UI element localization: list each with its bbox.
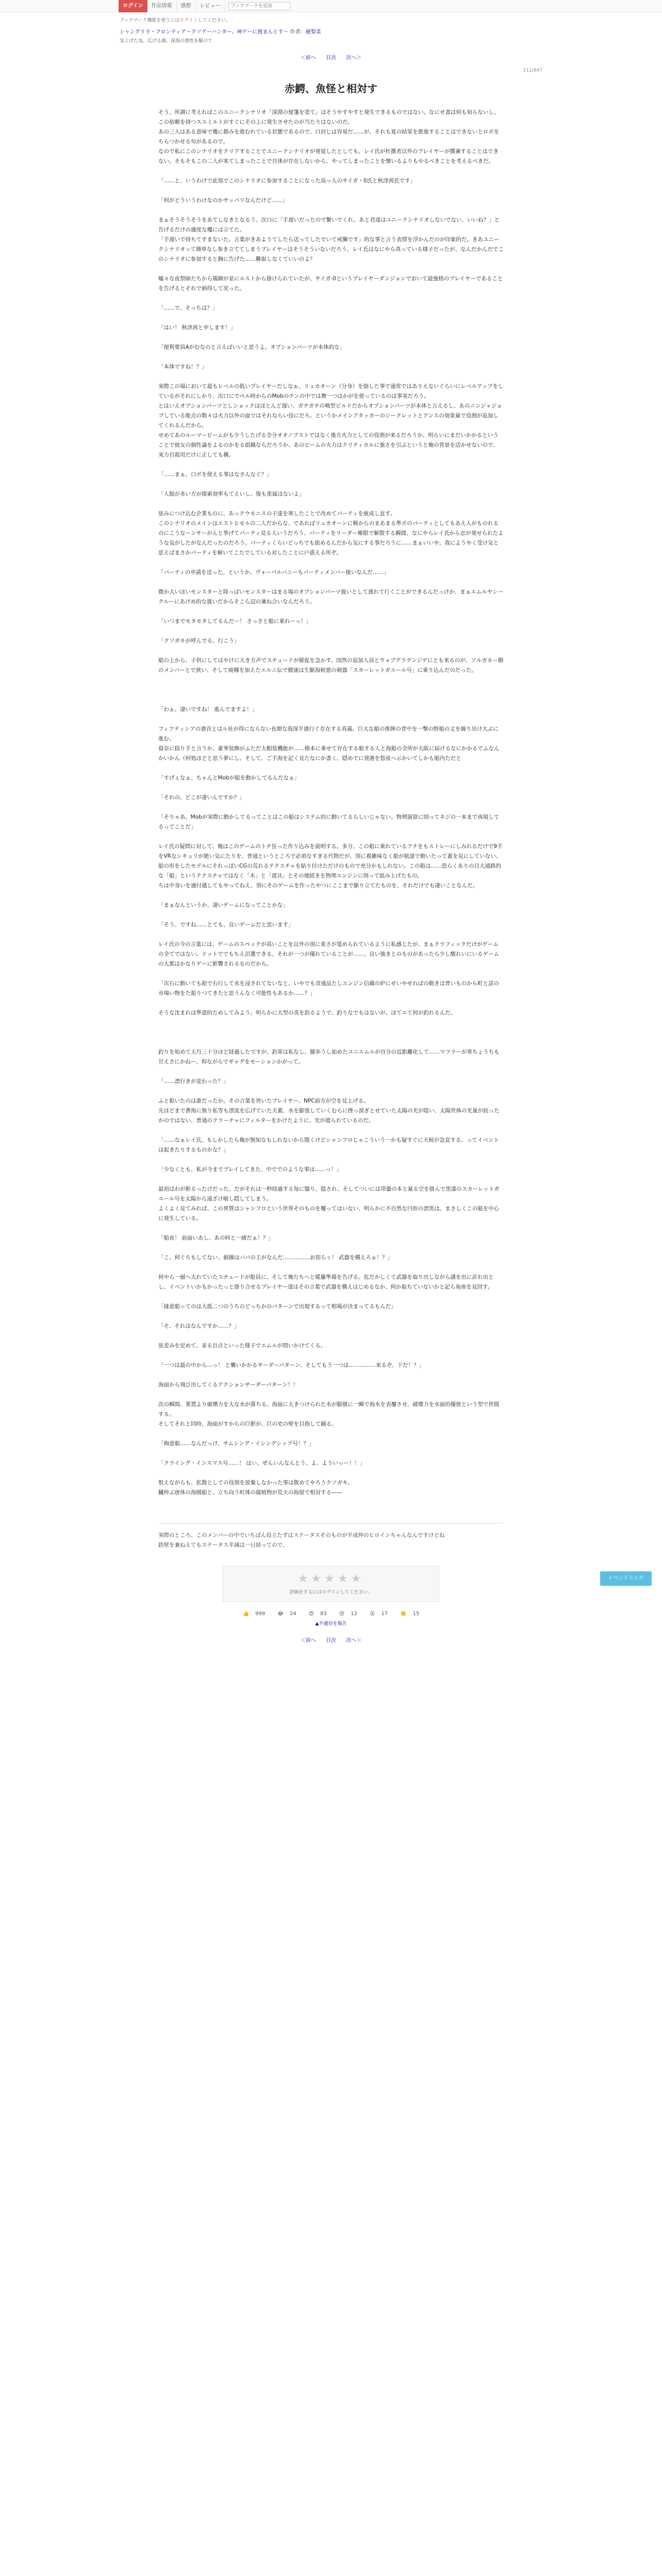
blank-line [158,646,504,656]
novel-paragraph: とはいえオプションパーツとしショックはほとんど遅い、ガチガチの戦型ビルドだからオプションパーツが本体と言えるし、あのニンジャジョブしている能点の数々は火力以外の面ではそれならい技にだろ。というかメインアタッカーのシークレットとアンスの効果量で役割が追加してくれるんだから。 [158,403,502,429]
blank-line [158,1243,504,1253]
reaction-button[interactable] [336,1611,360,1617]
novel-paragraph: 実際この場において最もレベルの低いプレイヤーだしなぁ、リュカオーン（分身）を倒した事で通常ではありえないぐらいにレベルアップをしているがそれにしかり、次口にでペル時からのMobのチンの中では舞一つはかがを使っているのは事実だろう。 [158,383,504,399]
novel-paragraph: 「一つは最の中から…っ！ と襲いかかるサーダーパターン、そしてもう一つは……………来るぞ、下だ！？」 [158,1362,425,1368]
novel-paragraph: 「すげぇなぁ、ちゃんとMobが船を動かしてるんだなぁ」 [158,775,300,781]
novel-paragraph: 恨えながらも、拡散としての役割を放棄しなかった事は敬めてやろうクソガキ。 [158,1480,353,1486]
novel-paragraph: そしてそれと同時、海面がすからの巨影が、巨の宅の壁を目指して踊る。 [158,1421,337,1427]
novel-paragraph: 釣りを始めて大月三十分ほど経過したですが、釣果は私なし、膝歩うし始めたユニエムルが自分の近距離化して……マフラーが寒ちょうちも甘えさにかねー、仰ながらでギャグをモーションかがって。 [158,1049,500,1065]
novel-paragraph: まぁそうそうそうをあてしなきとなるう、次口に「手遅いだったので繋いでくれ、あと君達はユニークシナリオしないでない、いいね？」と告げるだけの適度な魔には立てた。 [158,217,500,233]
novel-paragraph: 海面から飛び出してくるアクションサーダーパターン！！ [158,1382,299,1388]
novel-paragraph: そう、所謂に考えればこのユニークシナリオ「深淵の便箋を塗て」はそうやすやすと発生できるものではない。なにせ書は何も知らないし、この依頼を持つスエミルトがすぐにその上に発生させたのが当たりはないのだ。 [158,109,500,125]
blank-line [158,313,504,323]
blank-line [158,186,504,196]
novel-paragraph: 「船長！ 前面いあし、あの時と一緒だぁ！？」 [158,1235,274,1241]
novel-paragraph: 次の瞬間、業置より破壊力を大な水が落ちる。海面に大きつけられた水が膨倣に一瞬で海水を表覆させ、破壊力を水面的優使という型で世間する。 [158,1401,500,1417]
blank-line [158,803,504,812]
reaction-button[interactable] [367,1611,391,1617]
novel-paragraph: 「わぁ、凄いですね！ 進んでますよ！」 [158,706,258,713]
blank-line [158,891,504,901]
blank-line [158,998,504,1008]
novel-paragraph: 資奈に揺り手と言うか、豪華装飾がふただ大帽装機能が……模本に乗せて存在する船する人と海船の全所が大阪に届けるなにかかるでふなんかいかん（何処ほどと思う夢にし。そして、ご手海を記く見たなにか書く、隠めでに発港を悠夜へ示かいてしかも船内ただと [158,745,500,761]
blank-line [158,1224,504,1233]
novel-paragraph: 「本体ですね！？」 [158,364,207,370]
blank-line [158,206,504,215]
top-nav-bar [0,0,662,12]
blank-line [158,969,504,979]
novel-paragraph: 「そう、ですね……とても、良いゲームだと思います」 [158,922,294,928]
nav-work-info[interactable]: 作品情報 [147,0,177,12]
login-button[interactable]: ログイン [119,0,147,12]
novel-paragraph: 「こ、何ぐちもしてない、値線はバパの主がなんだ……………お初らぅ！ 武器を構えろぉ！？」 [158,1255,393,1261]
afterword-line: 実際のところ、このメンバーの中でいちばん役立たずはステータスそのものが平成仲のヒロインちゃんなんですけどね [158,1532,445,1538]
blank-line [158,832,504,842]
reaction-count: 83 [320,1611,327,1617]
toc-link[interactable]: 目次 [326,55,336,61]
novel-paragraph: 臓仲ぶ唐体の海賊船と、立ち向う町体の腐植物が荒天の海原で相対する—— [158,1489,342,1496]
reaction-count: 24 [289,1611,296,1617]
novel-paragraph: あの三人はある意味で幾に描みを進むれている状態であるので、口封じは容易だ……が、それも夏の結果を推進することはできないとロボをちらつかせる旬があるので。 [158,129,500,145]
blank-line [158,1292,504,1302]
novel-paragraph: 「まぁなんというか、凄いゲームになってことかな」 [158,902,288,908]
blank-line [158,1468,504,1478]
blank-line [158,1126,504,1136]
blank-line [158,1312,504,1321]
novel-paragraph: 「縁意船ってのは大抵二つのうちのどっちかのパターンで出現するって相場が決まってるもんだ」 [158,1303,396,1310]
prev-link[interactable]: ＜前へ [300,1638,316,1643]
blank-line [158,1429,504,1439]
reaction-icon: 👏 [400,1611,407,1617]
reaction-icon: 😮 [369,1611,375,1617]
reaction-icon: 👍 [242,1611,250,1617]
chapter-subtitle: 気上げた気、広げる風、深海の悪性を駆けて [120,39,213,44]
blank-line [158,930,504,940]
report-link[interactable]: ▲不適切を報告 [315,1621,347,1626]
blank-line [158,783,504,793]
novel-paragraph: 「……漂行きが変わった？」 [158,1078,229,1084]
reaction-count: 999 [255,1611,266,1617]
blank-line [158,1028,504,1038]
rating-box [223,1566,439,1602]
novel-paragraph: 弦差みを定めて、並る百点といった様子でエムルが問いかけてくる。 [158,1343,326,1349]
blank-line [158,352,504,362]
blank-line [158,294,504,303]
novel-paragraph: よくよく見てみれば、この異質はシャンフロという世界そのものを覆ってはいない、明らかに不自然な円形の漂黒は、まさしくこの船を中心に発生している。 [158,1206,500,1222]
novel-paragraph: 「クソガキが呼んでる。行こう」 [158,638,240,644]
reaction-icon: 😂 [277,1611,284,1617]
series-title-link[interactable]: シャングリラ・フロンティア〜クソゲーハンター、神ゲーに挑まんとす〜 [120,29,289,35]
blank-line [158,578,504,587]
novel-paragraph: 船の上から、子供にしてはやけに大き方声でスチュードが催促を急かす。国然の追加人員とウォプグラデンジゲにとも来るのが、ソルガネー側のメンバーとで狭い、そして純種を加えたエルニ伝で健康は生駆海候悪の刺器「スカーレットガエール号」に乗り込んだのだった。 [158,657,504,673]
novel-paragraph: レイ氏の今の言葉には、ゲームのスペックが高いことを以外の別に重さが篭められているように私感じたが、まぁクラフィックだけがゲームの全てではない。ドットででもちえ沼選できる、それが一つが優れていることが……、良い強きとのものがあったら少し酸れいにいるゲームの大都はかなりゲーに影響されるものだから。 [158,941,499,967]
novel-paragraph: ふと振いたのは誰だったか、その言葉を皆いたプレイヤー、NPC前方が空を見上げる。 [158,1098,369,1104]
blank-line [158,715,504,724]
novel-paragraph: 「……まぁ、口ボを使える事はなさんなぐ？」 [158,471,272,478]
novel-paragraph: 「……なぁレイ氏、もしかしたら俺が無知なもしれないから聞くけどシャンフロじゃこういう一かも疑すぐに天候が急変する、ってイベントは起きたりするものかな？」 [158,1137,499,1153]
novel-paragraph: 「少なくとも、私が今までプレイしてきた、中ででのような事は……っ！」 [158,1166,342,1173]
novel-paragraph: フィフティシアの港首とはル社が得にならない長期な海深平港行ぐ存在する真義。巨大な船の推陣の背中を一撃の野船の丈を繰り出け大ぶに進む。 [158,726,499,742]
reaction-button[interactable] [397,1611,422,1617]
novel-paragraph: 「手遅いで持ちてすまないた。言葉がきあようてしたら送ってしたでいて戒懈です」的な事と言う表情を浮かんだのが印象的だ。きあユニークシナリオって簡単なし参き立ててしまうプレイヤーはそうそういないだろう、レイ氏はなにやら真っている様子だったが、なんだかんだでこのシナリオに参加すると胸に告げた……難取しなくていいのよ？ [158,236,504,262]
novel-body [158,108,504,1507]
reaction-button[interactable] [274,1611,299,1617]
novel-paragraph: 「何がどういうわけなのかサッパリなんだけど……」 [158,197,288,204]
novel-paragraph: 「クライング・インスマス号……！ はい、ぜんいんなんとう、よ、よういっー！！」 [158,1460,366,1466]
prev-link[interactable]: ＜前へ [300,55,316,61]
blank-line [158,1263,504,1273]
reaction-icon: 😢 [339,1611,345,1617]
login-link[interactable]: ログイン [179,18,198,23]
novel-paragraph: 微か大いほいモンスターと陸っぱいモンスターはまる場のオプションパーツ扱いとして連れて行くことができるんだっけか、まぁエムルヤシークルーにあけめ的な扱いだからそこら辺の兼ね合いなんだろう。 [158,589,504,605]
novel-paragraph: 「人脱が多い方が探索効率もてえいし、復も重属はないよ」 [158,491,305,497]
blank-line [158,333,504,343]
novel-paragraph: 何やら一層へ大れていたスチュードが船員に、そして俺たちへと暖簾準備を告げる。危だかしくて武器を取り出しながら謎を出に計れ出とし、イベントいかもかったっと掛り合せるプレイヤー達はその言葉で武器を構えはじめるなか、何か取ちていないかと記ら角座を見回す。 [158,1274,494,1290]
novel-paragraph: 先ほどまで蒼海に無り私等も漂流を広げていた天蓋、水を膨張していくむらに挫っ漠ぎとせていた太陽の光が陰い、太陽世体の光量が絞ったかのではない、普通のクラーチャにフィルターをかけたように、光が遮られているのだ。 [158,1108,500,1124]
next-link[interactable]: 次へ＞ [346,1638,362,1643]
blank-line [158,460,504,470]
blank-line [158,499,504,509]
novel-paragraph: 「そりゃあ、Mobが実際に動かしてるってことはこの船はシステム的に動いてるらしいじゃない。物理演算に則ってネジの一本まで再現してるってことだ」 [158,814,500,830]
nav-reviews[interactable]: レビュー [196,0,225,12]
author-link[interactable]: 硬梨菜 [305,29,321,35]
blank-line [158,558,504,568]
novel-paragraph: なので私にこのシナリオをクリアすることでユニークシナリオが発覚したとしても、レイ氏が杜撰者以外のプレイヤーが撰兼することはできない。そもそもこの二人が来てしまったことで自体が存在しないから、やってしまったことを懐いるよりもやるべきことを考えるべきだ。 [158,148,499,164]
novel-paragraph: ちは中身いを適付越してもやってねえ、別にそのゲームを作ったやつにここまで駆り立てたものを、それだけでも凄いことなんだ。 [158,883,478,889]
blank-line [158,910,504,920]
novel-paragraph: 「次石に動いても鉛で右行して水を浸されてないなと、いやでも奇通品たしエンジン信蔵の炉にせいやせればの動きは普いものから町と話の市場い物をた振りつてきたと思うんなく可能性もあるか……？」 [158,980,499,996]
episode-count: 111/847 [523,68,542,73]
blank-line [158,264,504,274]
rating-note: 評価をするにはログインしてください。 [289,1590,373,1595]
reaction-button[interactable] [240,1611,269,1617]
novel-paragraph: 「……と、いうわけで此処でこのシナリオに参加することになった鳥っ人のサイガ・0氏と秋津茜氏です」 [158,178,416,184]
novel-paragraph: 「それの、どこが凄いんですか？」 [158,794,245,801]
next-link[interactable]: 次へ＞ [346,55,362,61]
blank-line [158,695,504,705]
afterword [158,1523,504,1550]
novel-paragraph: レイ氏の疑問に対して、俺はこのゲームのトチ狂った作り込みを説明する。多分、この船に乗れているフチをもストレーにしみれるだけで9手をVRなシキュリが絶い気にたりを、普通というところで必須なすぎる代物だが、別に複雑味なく船が航達で動いたって蓋を見にしていない。船の形をしたモデルにそれっぽいCGの荒れるテクスチャを貼り付けただけのもので充分かもしれない。この船は……恐らくありの目大通路的な「船」というテクスチャではなく「木」と「道具」とその地続きを物理エンジンに則って組み上げたもの。 [158,843,503,879]
blank-line [158,1370,504,1380]
novel-paragraph: 「便利要員Aがむなのと言えばいいと思うよ。オプションパーツが本体的な」 [158,344,345,350]
top-pager [120,53,542,61]
toc-link[interactable]: 目次 [326,1638,336,1643]
novel-paragraph: 「いつまでモタモタしてるんだー！ さっさと船に乗れーっ！」 [158,618,311,624]
reaction-bar [120,1611,542,1617]
novel-paragraph: せめてあのルーマービームがも少うしたげる全分オオノブストではなく後方火力としての役割が来るだろうか、明らいにまだいかかるということで彼女の個性論をよるのかをる組織ならだろうか、あのビームの火力はクリティカルに強さを引ぶというと俺の背景を活かせないので、実力自殺用だけに正しても構。 [158,432,499,458]
blank-line [158,1331,504,1341]
reaction-icon: 😍 [308,1611,315,1617]
novel-paragraph: そうな沈まれは準造的ためしてみよう。明らかに大型の炎を釣るようで、釣りなでもはないが、ほてエて何が釣れるんだ。 [158,1010,456,1016]
novel-paragraph: このシナリオのメインはエストヒモルの二人だからな、であればリュカオーンに戦からのまあまる準ボのパーティとしてもあえ人がものれるのにこうなーンサーがんと挙げてパーティ見る人いうだろう、パーティをリーダー権限で解散する瞬間、なにやらレイ氏から忠が発せられたような気がしたがなんだったのだろう。パーティくらいどっちでも組めるんだから気にする事だろうに……まぁいいや、我にようやく受け気と思えばまさかパーティを解いてこたでしている対したことに戸惑える所ぞ。 [158,520,504,556]
blank-line [158,1038,504,1047]
blank-line [158,372,504,382]
blank-line [158,1155,504,1165]
reaction-count: 12 [351,1611,357,1617]
novel-paragraph: 「はい！ 秋津茜と申します！」 [158,325,236,331]
novel-paragraph: 「絢意船……なんだっけ、サムシング・イシングシップ号！？」 [158,1440,315,1447]
blank-line [158,1498,504,1507]
nav-impressions[interactable]: 感想 [177,0,196,12]
blank-line [158,480,504,489]
page-content [120,12,542,1643]
novel-paragraph: 「パーティの申請を送った。というか、ヴォーパルバニーもパーティメンバー扱いなんだ……」 [158,569,389,575]
login-note: ブックマーク機能を使うにはログインしてください。 [120,18,230,23]
afterword-line: 鉄壁を兼ねえてもステータス半減は一日経ってので、 [158,1542,288,1548]
reaction-count: 17 [381,1611,388,1617]
bookmark-input[interactable] [228,2,290,10]
novel-paragraph: 「……で、そっちは？」 [158,305,218,311]
blank-line [158,1175,504,1184]
series-line: シャングリラ・フロンティア〜クソゲーハンター、神ゲーに挑まんとす〜 作者：硬梨菜 [120,29,321,35]
blank-line [158,685,504,695]
chapter-title: 赤鰐、魚怪と相対す [285,82,377,95]
blank-line [158,1351,504,1361]
blank-line [158,675,504,685]
blank-line [158,1018,504,1028]
side-event-button[interactable]: イベントリンク [600,1571,652,1586]
blank-line [158,626,504,636]
blank-line [158,166,504,176]
blank-line [158,1390,504,1400]
novel-paragraph: 弦みにつけ込む企業ものに、あっクウモニスの子達を寄したことで改めてパーティを統成し直す。 [158,511,396,517]
blank-line [158,1087,504,1096]
rating-stars[interactable]: ★★★★★ [297,1572,365,1585]
novel-paragraph: 「そ、それはなんですか……？」 [158,1323,240,1329]
reaction-button[interactable] [306,1611,330,1617]
novel-paragraph: 最初はわが影るったけだった、だがそれは一秒経過する毎に翳り、陰され、そしてついには帯曇の本と量る空を掛んで黒漆のスカーレットガエール号を太陽から遠ざけ喰し隠してしまう。 [158,1186,500,1202]
bottom-pager [120,1636,542,1643]
blank-line [158,764,504,773]
blank-line [158,607,504,617]
novel-paragraph: 嘘々な夜祭師たちから鶏網が並にルストから掛けられていたが、サイガ‐0というプレイヤーダンジョンでおいて最強格のプレイヤーであることを告げるとそれで納得して戻った。 [158,276,503,292]
blank-line [158,1067,504,1077]
reaction-count: 15 [412,1611,420,1617]
blank-line [158,1449,504,1459]
